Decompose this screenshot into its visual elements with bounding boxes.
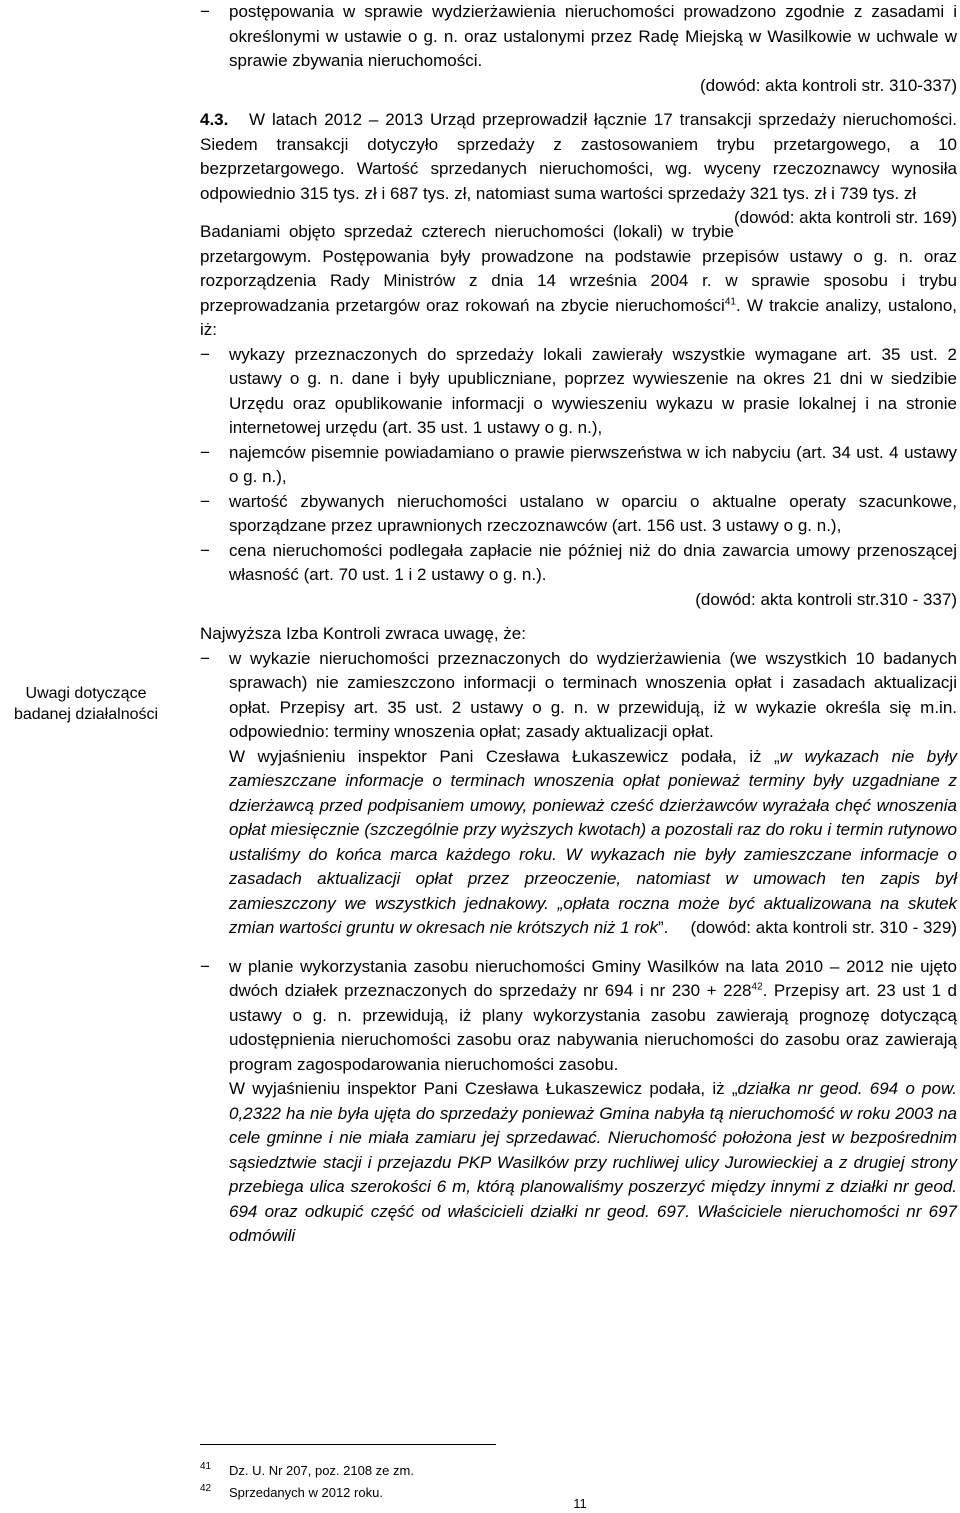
analysis-text-end: . W trakcie analizy, ustalono, iż: — [200, 295, 957, 339]
explanation-intro: W wyjaśnieniu inspektor Pani Czesława Łukaszewicz podała, iż „ — [229, 746, 780, 766]
footnote — [200, 1482, 700, 1504]
list-item-text: postępowania w sprawie wydzierżawienia nieruchomości prowadzono zgodnie z zasadami i określonymi w ustawie o g. n. oraz ustalonymi przez Radę Miejską w Wasilkowie w uchwale w sprawie zbywania nieruchomości. — [229, 2, 957, 70]
footnote-ref: 41 — [724, 295, 736, 307]
footnote-text: Dz. U. Nr 207, poz. 2108 ze zm. — [229, 1463, 414, 1478]
footnote — [200, 1460, 700, 1482]
list-item-text — [229, 955, 957, 1078]
dash-bullet: − — [200, 648, 210, 668]
footnote-text: Sprzedanych w 2012 roku. — [229, 1485, 383, 1500]
dash-bullet: − — [200, 344, 210, 364]
list-item-text-end: . Przepisy art. 23 ust 1 d ustawy o g. n. przewidują, iż plany wykorzystania zasobu zawierają prognozę dotyczącą udostępnienia nieruchomości zasobu oraz nabywania nieruchomości do zasobu oraz zawierają program zagospodarowania nieruchomości zasobu. — [229, 981, 957, 1074]
side-label: Uwagi dotyczące badanej działalności — [13, 685, 159, 723]
list-item-text: wykazy przeznaczonych do sprzedaży lokali zawierały wszystkie wymagane art. 35 ust. 2 ustawy o g. n. dane i były upubliczniane, poprzez wywieszenie na okres 21 dni w siedzibie Urzędu oraz opublikowanie informacji o wywieszeniu wykazu w prasie lokalnej i na stronie internetowej urzędu (art. 35 ust. 1 ustawy o g. n.), — [229, 344, 957, 437]
list-item — [200, 539, 957, 588]
footnote-number: 42 — [200, 1483, 212, 1494]
dash-bullet: − — [200, 540, 210, 560]
dash-bullet: − — [200, 442, 210, 462]
explanation-intro: W wyjaśnieniu inspektor Pani Czesława Łukaszewicz podała, iż „ — [229, 1079, 738, 1098]
analysis-text: Badaniami objęto sprzedaż czterech nieruchomości (lokali) w trybie przetargowym. Postępowania były prowadzone na podstawie przepisów ustawy o g. n. oraz rozporządzenia Rady Ministrów z dnia 14 września 2004 r. w sprawie sposobu i trybu przeprowadzania przetargów oraz rokowań na zbycie nieruchomości — [200, 222, 957, 315]
evidence-reference: (dowód: akta kontroli str. 169) — [733, 208, 957, 227]
section-paragraph — [200, 108, 957, 227]
evidence-reference: (dowód: akta kontroli str.310 - 337) — [695, 589, 957, 609]
list-item — [200, 343, 957, 441]
list-item-text: wartość zbywanych nieruchomości ustalano w oparciu o aktualne operaty szacunkowe, sporządzane przez uprawnionych rzeczoznawców (art. 156 ust. 3 ustawy o g. n.), — [229, 491, 957, 535]
explanation-paragraph — [229, 745, 957, 941]
footnote-ref: 42 — [751, 981, 763, 993]
list-item — [200, 955, 957, 1249]
footnote-number: 41 — [200, 1461, 212, 1472]
list-item — [200, 0, 957, 74]
analysis-paragraph — [200, 220, 957, 343]
section-text: W latach 2012 – 2013 Urząd przeprowadził łącznie 17 transakcji sprzedaży nieruchomości. Siedem transakcji dotyczyło sprzedaży z zastosowaniem trybu przetargowego, a 10 bezprzetargowego. Wartość sprzedanych nieruchomości, wg. wyceny rzeczoznawcy wynosiła odpowiednio 315 tys. zł i 687 tys. zł, natomiast suma wartości sprzedaży 321 tys. zł i 739 tys. zł — [200, 110, 957, 203]
dash-bullet: − — [200, 956, 210, 976]
list-item — [200, 490, 957, 539]
list-item — [200, 647, 957, 941]
footnotes — [200, 1460, 700, 1504]
list-item-text-start: w planie wykorzystania zasobu nieruchomości Gminy Wasilków na lata 2010 – 2012 nie ujęto dwóch działek przeznaczonych do sprzedaży nr 694 i nr 230 + 228 — [229, 956, 957, 1000]
list-item — [200, 441, 957, 490]
explanation-paragraph — [229, 1077, 957, 1249]
section-number: 4.3. — [200, 110, 229, 129]
dash-bullet: − — [200, 491, 210, 511]
list-item-text: najemców pisemnie powiadamiano o prawie pierwszeństwa w ich nabyciu (art. 34 ust. 4 ustawy o g. n.), — [229, 442, 957, 486]
nik-intro: Najwyższa Izba Kontroli zwraca uwagę, że: — [200, 624, 526, 643]
footnote-separator — [200, 1444, 496, 1445]
dash-bullet: − — [200, 2, 210, 21]
evidence-reference: (dowód: akta kontroli str. 310 - 329) — [690, 918, 957, 937]
explanation-end: ”. — [657, 918, 669, 937]
list-item-text: w wykazie nieruchomości przeznaczonych do wydzierżawienia (we wszystkich 10 badanych sprawach) nie zamieszczono informacji o terminach wnoszenia opłat i zasadach aktualizacji opłat. Przepisy art. 35 ust. 2 ustawy o g. n. w przewidują, iż w wykazie określa się m.in. odpowiednio: terminy wnoszenia opłat; zasady aktualizacji opłat. — [229, 648, 957, 741]
main-content — [200, 0, 957, 1249]
explanation-quote: w wykazach nie były zamieszczane informacje o terminach wnoszenia opłat ponieważ terminy były uzgadniane z dzierżawcą przed podpisaniem umowy, ponieważ cześć dzierżawców wyrażała chęć wnoszenia opłat miesięcznie (szczególnie przy wyższych kwotach) a pozostali raz do roku i termin rutynowo ustaliśmy do końca marca każdego roku. W wykazach nie były zamieszczane informacje o zasadach aktualizacji opłat przez przeoczenie, natomiast w umowach ten zapis był zamieszczony we wszystkich jednakowy. „opłata roczna może być aktualizowana na skutek zmian wartości gruntu w okresach nie krótszych niż 1 rok — [229, 746, 957, 937]
evidence-reference: (dowód: akta kontroli str. 310-337) — [699, 75, 957, 95]
list-item-text: cena nieruchomości podlegała zapłacie nie później niż do dnia zawarcia umowy przenoszącej własność (art. 70 ust. 1 i 2 ustawy o g. n.). — [229, 540, 957, 584]
explanation-quote: działka nr geod. 694 o pow. 0,2322 ha nie była ujęta do sprzedaży ponieważ Gmina nabyła tą nieruchomość w roku 2003 na cele gminne i nie miała zamiaru jej sprzedawać. Nieruchomość położona jest w bezpośrednim sąsiedztwie stacji i przejazdu PKP Wasilków przy ruchliwej ulicy Jurowieckiej a z drugiej strony przebiega ulica szerokości 6 m, którą planowaliśmy poszerzyć między innymi z działki nr geod. 694 oraz odkupić część od właścicieli działki nr geod. 697. Właściciele nieruchomości nr 697 odmówili — [229, 1079, 958, 1245]
page-number: 11 — [573, 1496, 587, 1511]
